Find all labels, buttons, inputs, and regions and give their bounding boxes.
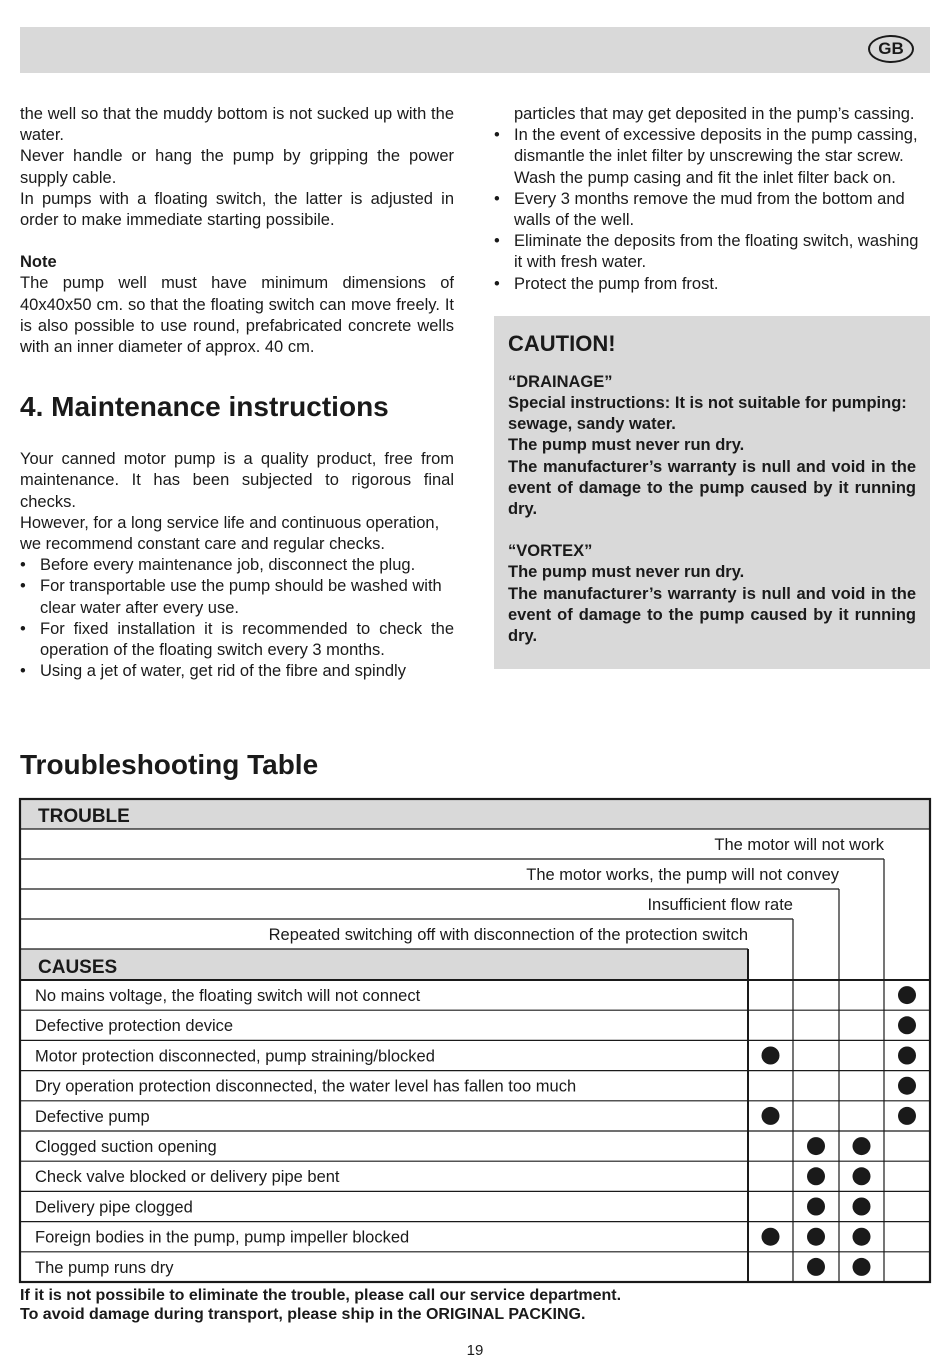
- trouble-label: Insufficient flow rate: [647, 896, 793, 914]
- trouble-header: TROUBLE: [38, 806, 130, 827]
- drainage-line-2: The pump must never run dry.: [508, 436, 745, 455]
- caution-title: CAUTION!: [508, 330, 616, 356]
- cause-marker: [898, 1077, 916, 1095]
- cause-marker: [807, 1198, 825, 1216]
- cause-marker: [762, 1047, 780, 1065]
- trouble-label: Repeated switching off with disconnection of the protection switch: [268, 926, 748, 944]
- cause-label: The pump runs dry: [35, 1258, 174, 1277]
- causes-header: CAUSES: [38, 957, 118, 978]
- trouble-label: The motor will not work: [714, 836, 884, 854]
- troubleshooting-title: Troubleshooting Table: [20, 749, 319, 780]
- cause-marker: [807, 1258, 825, 1276]
- intro-line-2: Never handle or hang the pump by gripping the power supply cable.: [20, 147, 454, 187]
- cause-label: Dry operation protection disconnected, the water level has fallen too much: [35, 1077, 577, 1096]
- vortex-title: “VORTEX”: [508, 542, 593, 561]
- list-item: • Before every maintenance job, disconnect the plug.: [20, 555, 454, 576]
- list-item: • In the event of excessive deposits in the pump cassing, dismantle the inlet filter by unscrewing the star screw. Wash the pump casing and fit the inlet filter back on.: [494, 125, 930, 189]
- maintenance-paragraph-1: Your canned motor pump is a quality product, free from maintenance. It has been subjected to rigorous final checks.: [20, 450, 454, 511]
- language-badge: GB: [868, 35, 914, 63]
- drainage-line-3: The manufacturer’s warranty is null and void in the event of damage to the pump caused by it running dry.: [508, 457, 916, 519]
- note-text: The pump well must have minimum dimensions of 40x40x50 cm. so that the floating switch can move freely. It is also possible to use round, prefabricated concrete wells with an inner diameter of approx. 40 cm.: [20, 274, 454, 357]
- list-item: • Eliminate the deposits from the floating switch, washing it with fresh water.: [494, 231, 930, 273]
- list-item: • For fixed installation it is recommended to check the operation of the floating switch every 3 months.: [20, 619, 454, 661]
- cause-label: Delivery pipe clogged: [35, 1198, 193, 1217]
- cause-marker: [853, 1228, 871, 1246]
- list-item: • For transportable use the pump should be washed with clear water after every use.: [20, 576, 454, 618]
- list-item: • Using a jet of water, get rid of the fibre and spindly: [20, 661, 454, 682]
- cause-marker: [898, 1047, 916, 1065]
- cause-marker: [807, 1137, 825, 1155]
- cause-marker: [807, 1228, 825, 1246]
- cause-marker: [898, 1016, 916, 1034]
- cause-marker: [853, 1167, 871, 1185]
- cause-marker: [898, 1107, 916, 1125]
- note-title: Note: [20, 253, 57, 272]
- list-item: • Protect the pump from frost.: [494, 274, 930, 295]
- cause-label: Motor protection disconnected, pump straining/blocked: [35, 1047, 435, 1066]
- intro-line-1: the well so that the muddy bottom is not sucked up with the water.: [20, 105, 454, 145]
- continuation-text: particles that may get deposited in the pump’s cassing.: [514, 105, 915, 123]
- cause-label: No mains voltage, the floating switch will not connect: [35, 987, 421, 1005]
- vortex-line-2: The manufacturer’s warranty is null and void in the event of damage to the pump caused by it running dry.: [508, 584, 916, 646]
- drainage-line-1: Special instructions: It is not suitable for pumping: sewage, sandy water.: [508, 394, 907, 434]
- cause-marker: [853, 1137, 871, 1155]
- cause-marker: [898, 986, 916, 1004]
- cause-marker: [853, 1258, 871, 1276]
- section-title: 4. Maintenance instructions: [20, 391, 389, 423]
- drainage-title: “DRAINAGE”: [508, 372, 613, 391]
- vortex-line-1: The pump must never run dry.: [508, 563, 745, 582]
- cause-marker: [762, 1228, 780, 1246]
- list-item: • Every 3 months remove the mud from the bottom and walls of the well.: [494, 189, 930, 231]
- maintenance-paragraph-2: However, for a long service life and continuous operation, we recommend constant care and regular checks.: [20, 513, 440, 554]
- footer-line-2: To avoid damage during transport, please ship in the ORIGINAL PACKING.: [20, 1306, 586, 1323]
- cause-label: Clogged suction opening: [35, 1138, 217, 1156]
- trouble-label: The motor works, the pump will not convey: [526, 866, 839, 884]
- cause-label: Check valve blocked or delivery pipe bent: [35, 1168, 340, 1187]
- table-footer: [20, 1286, 930, 1324]
- cause-marker: [807, 1167, 825, 1185]
- cause-label: Foreign bodies in the pump, pump impeller blocked: [35, 1228, 410, 1247]
- intro-line-3: In pumps with a floating switch, the latter is adjusted in order to make immediate starting possibile.: [20, 189, 454, 230]
- page-number: 19: [466, 1342, 484, 1359]
- cause-label: Defective pump: [35, 1107, 150, 1126]
- cause-marker: [762, 1107, 780, 1125]
- cause-label: Defective protection device: [35, 1017, 234, 1036]
- cause-marker: [853, 1198, 871, 1216]
- footer-line-1: If it is not possibile to eliminate the trouble, please call our service department.: [20, 1287, 622, 1304]
